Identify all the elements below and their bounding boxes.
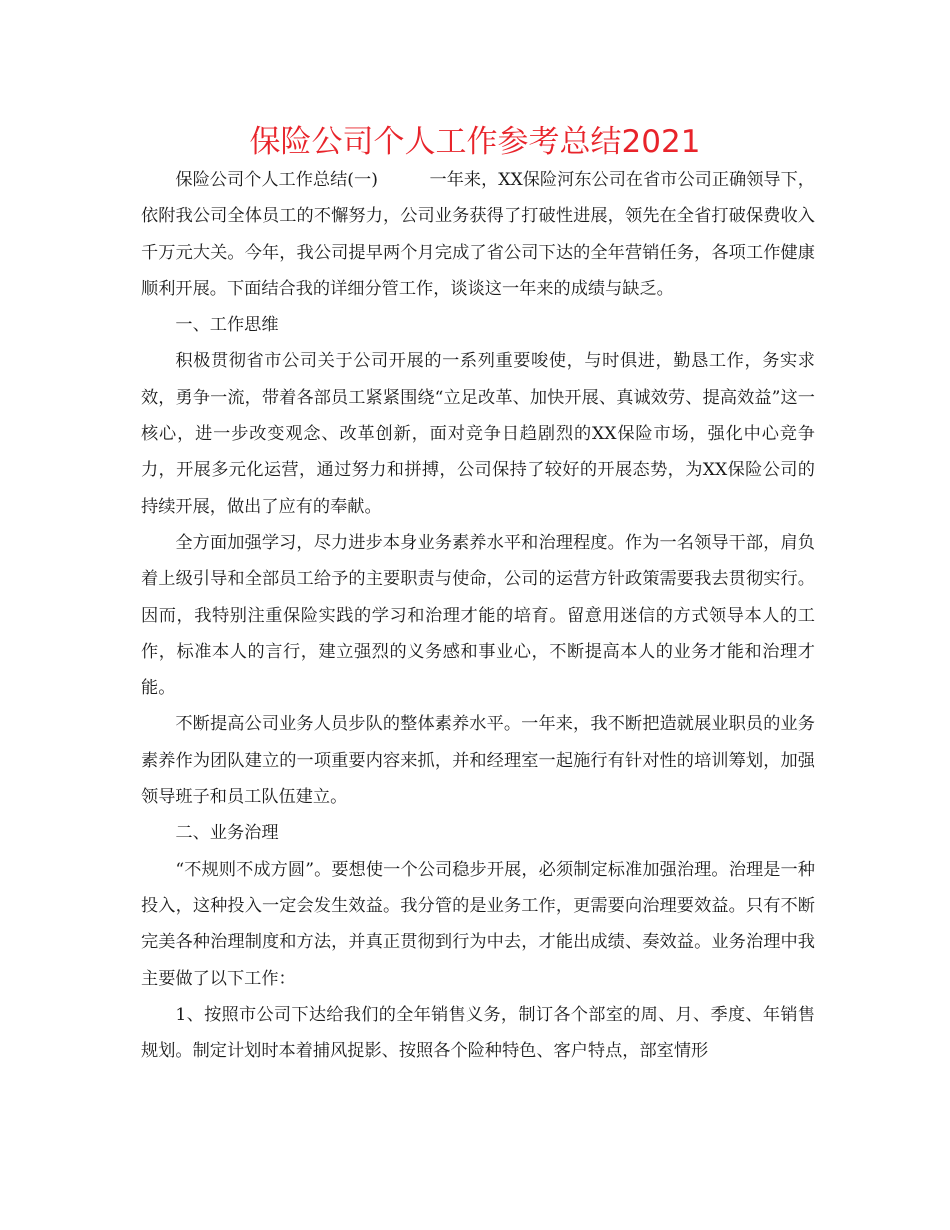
paragraph-thinking: 积极贯彻省市公司关于公司开展的一系列重要唆使，与时俱进，勤恳工作，务实求效，勇争一流，带着各部员工紧紧围绕“立足改革、加快开展、真诚效劳、提高效益”这一核心，进一步改变观念、改革创新，面对竞争日趋剧烈的XX保险市场，强化中心竞争力，开展多元化运营，通过努力和拼搏，公司保持了较好的开展态势，为XX保险公司的持续开展，做出了应有的奉献。 — [141, 351, 815, 517]
document-title: 保险公司个人工作参考总结2021 — [249, 124, 701, 160]
intro-text: 一年来，XX保险河东公司在省市公司正确领导下，依附我公司全体员工的不懈努力，公司业务获得了打破性进展，领先在全省打破保费收入千万元大关。今年，我公司提早两个月完成了省公司下达的全年营销任务，各项工作健康顺利开展。下面结合我的详细分管工作，谈谈这一年来的成绩与缺乏。 — [141, 170, 815, 299]
paragraph-team: 不断提高公司业务人员步队的整体素养水平。一年来，我不断把造就展业职员的业务素养作为团队建立的一项重要内容来抓，并和经理室一起施行有针对性的培训筹划，加强领导班子和员工队伍建立。 — [141, 714, 815, 808]
section-heading-thinking: 一、工作思维 — [175, 315, 279, 336]
document-body — [141, 162, 815, 1069]
paragraph-study: 全方面加强学习，尽力进步本身业务素养水平和治理程度。作为一名领导干部，肩负着上级引导和全部员工给予的主要职责与使命，公司的运营方针政策需要我去贯彻实行。因而，我特别注重保险实践的学习和治理才能的培育。留意用迷信的方式领导本人的工作，标准本人的言行，建立强烈的义务感和事业心，不断提高本人的业务才能和治理才能。 — [141, 532, 815, 699]
paragraph-intro — [141, 162, 815, 307]
section-heading-management: 二、业务治理 — [175, 823, 279, 844]
intro-heading: 保险公司个人工作总结(一) — [175, 170, 378, 190]
paragraph-item-1: 1、按照市公司下达给我们的全年销售义务，制订各个部室的周、月、季度、年销售规划。制定计划时本着捕风捉影、按照各个险种特色、客户特点，部室情形 — [141, 1004, 815, 1062]
paragraph-management: “不规则不成方圆”。要想使一个公司稳步开展，必须制定标准加强治理。治理是一种投入，这种投入一定会发生效益。我分管的是业务工作，更需要向治理要效益。只有不断完美各种治理制度和方法，并真正贯彻到行为中去，才能出成绩、奏效益。业务治理中我主要做了以下工作： — [141, 859, 815, 989]
